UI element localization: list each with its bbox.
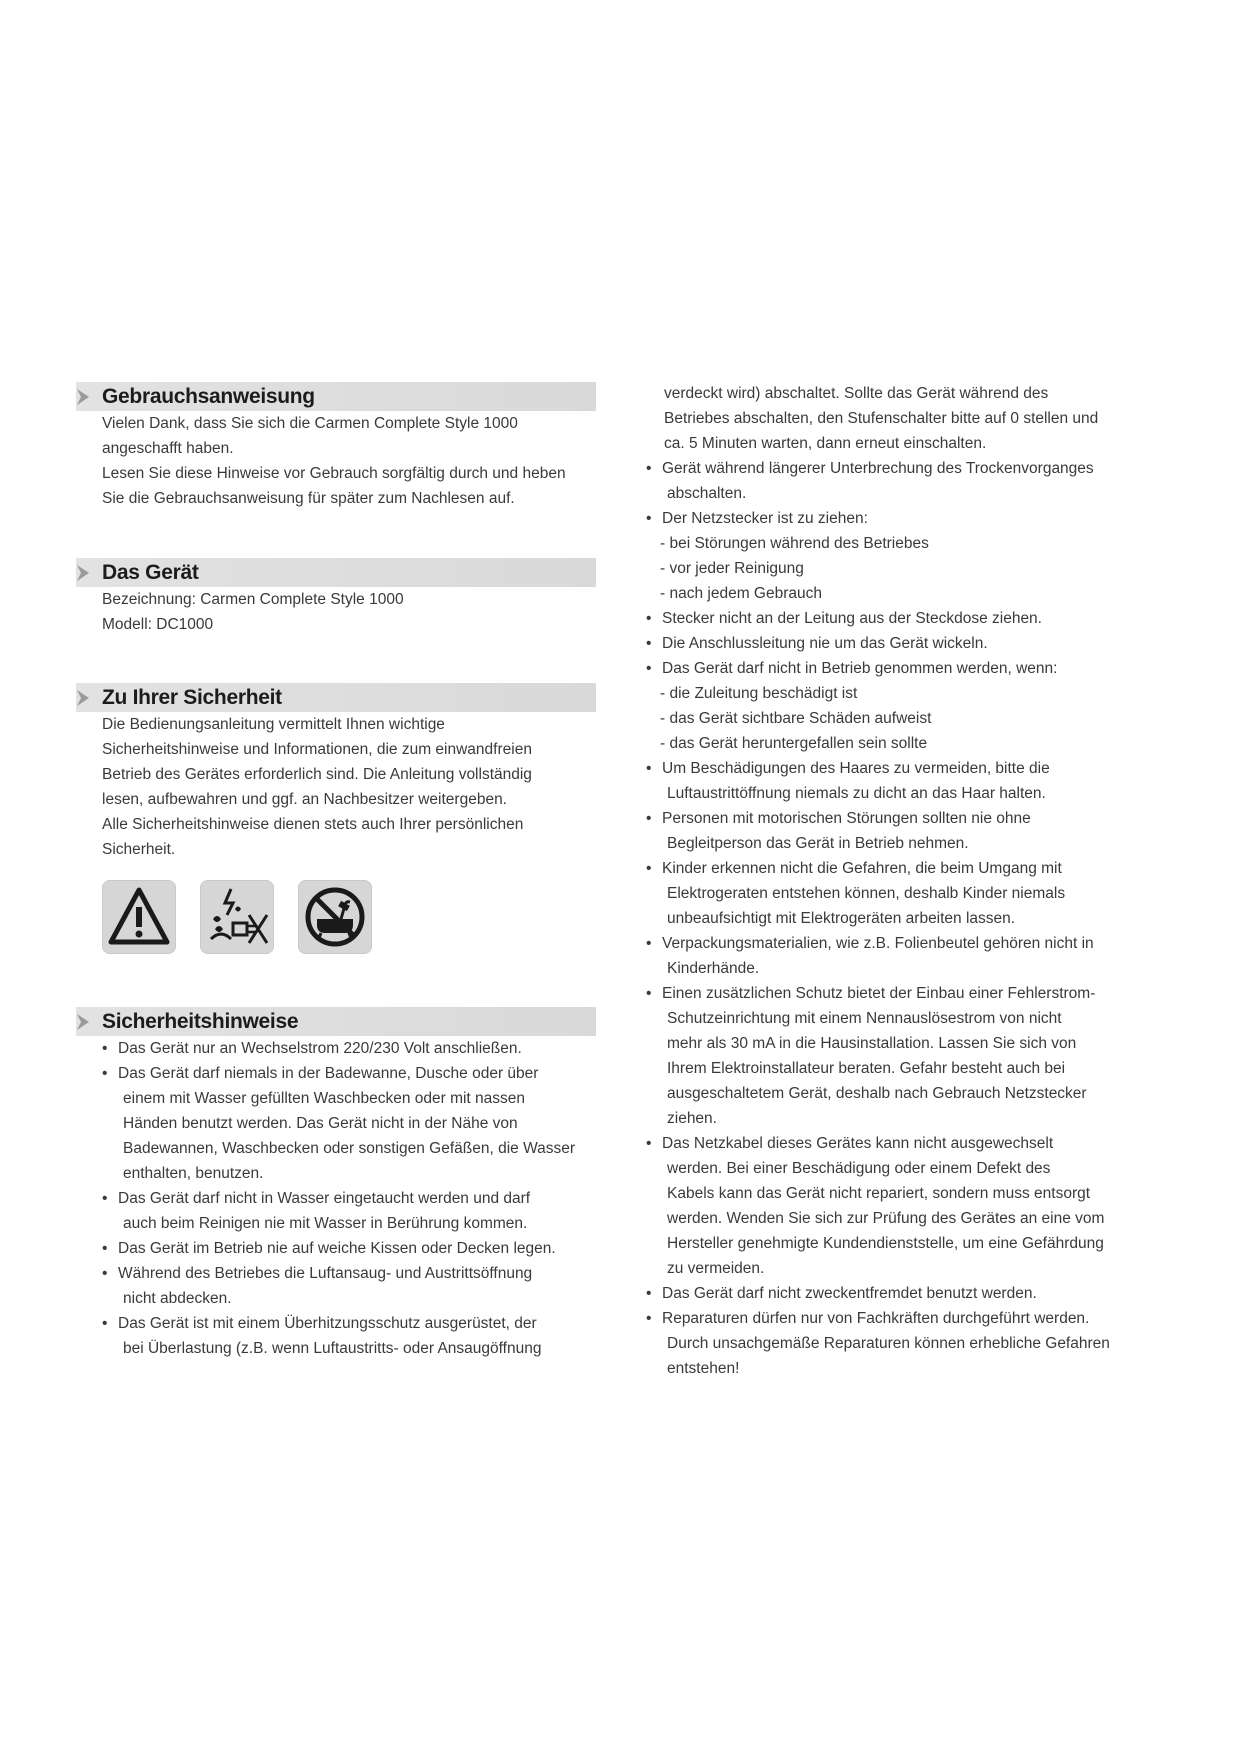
list-item <box>644 806 1110 856</box>
text-line: Betrieb des Gerätes erforderlich sind. Die Anleitung vollständig <box>102 766 532 783</box>
list-item <box>644 1281 1110 1306</box>
list-item-line: werden. Bei einer Beschädigung oder einem Defekt des <box>667 1160 1051 1177</box>
list-item <box>100 1236 575 1261</box>
list-item-line: Kinderhände. <box>667 960 760 977</box>
bullet: • <box>102 1240 108 1257</box>
list-item-line: Der Netzstecker ist zu ziehen: <box>662 510 868 527</box>
list-item-line: auch beim Reinigen nie mit Wasser in Berührung kommen. <box>123 1215 528 1232</box>
list-item-line: unbeaufsichtigt mit Elektrogeräten arbeiten lassen. <box>667 910 1016 927</box>
list-item-line: Begleitperson das Gerät in Betrieb nehmen. <box>667 835 969 852</box>
list-item-line: Durch unsachgemäße Reparaturen können erhebliche Gefahren <box>667 1335 1110 1352</box>
bullet: • <box>646 1135 652 1152</box>
section-title: Gebrauchsanweisung <box>102 385 315 408</box>
list-item-line: Das Gerät darf nicht zweckentfremdet benutzt werden. <box>662 1285 1037 1302</box>
section-header-gebrauchsanweisung <box>76 382 596 411</box>
bullet: • <box>646 660 652 677</box>
text-line: Sicherheitshinweise und Informationen, die zum einwandfreien <box>102 741 532 758</box>
list-item-line: Händen benutzt werden. Das Gerät nicht in der Nähe von <box>123 1115 518 1132</box>
text-line: Lesen Sie diese Hinweise vor Gebrauch sorgfältig durch und heben <box>102 465 566 482</box>
list-item <box>644 506 1110 606</box>
list-item <box>100 1061 575 1186</box>
list-subitem: - das Gerät heruntergefallen sein sollte <box>660 735 928 752</box>
text-line: Sicherheit. <box>102 841 176 858</box>
continuation-text <box>664 381 1098 456</box>
list-item-line: Das Gerät darf niemals in der Badewanne, Dusche oder über <box>118 1065 539 1082</box>
section-title: Sicherheitshinweise <box>102 1010 299 1033</box>
list-item <box>100 1261 575 1311</box>
list-item-line: mehr als 30 mA in die Hausinstallation. Lassen Sie sich von <box>667 1035 1077 1052</box>
text-line: verdeckt wird) abschaltet. Sollte das Gerät während des <box>664 385 1049 402</box>
list-item <box>644 1131 1110 1281</box>
bullet: • <box>646 810 652 827</box>
text-line: angeschafft haben. <box>102 440 234 457</box>
text-line: Betriebes abschalten, den Stufenschalter bitte auf 0 stellen und <box>664 410 1099 427</box>
bullet: • <box>102 1065 108 1082</box>
list-item-line: Luftaustrittöffnung niemals zu dicht an das Haar halten. <box>667 785 1046 802</box>
list-item <box>644 931 1110 981</box>
text-line: Bezeichnung: Carmen Complete Style 1000 <box>102 591 404 608</box>
list-item-line: ziehen. <box>667 1110 717 1127</box>
list-subitem: - das Gerät sichtbare Schäden aufweist <box>660 710 932 727</box>
text-line: Modell: DC1000 <box>102 616 214 633</box>
list-item <box>644 656 1110 756</box>
bullet: • <box>646 1285 652 1302</box>
list-subitem: - nach jedem Gebrauch <box>660 585 822 602</box>
geraet-text <box>102 587 404 637</box>
list-item-line: Kinder erkennen nicht die Gefahren, die beim Umgang mit <box>662 860 1062 877</box>
list-item-line: Das Gerät darf nicht in Wasser eingetaucht werden und darf <box>118 1190 531 1207</box>
list-item-line: Elektrogeraten entstehen können, deshalb Kinder niemals <box>667 885 1066 902</box>
section-header-zu-ihrer-sicherheit <box>76 683 596 712</box>
list-item-line: entstehen! <box>667 1360 740 1377</box>
sicherheit-text <box>102 712 532 862</box>
list-item-line: Personen mit motorischen Störungen sollten nie ohne <box>662 810 1031 827</box>
section-title: Das Gerät <box>102 561 199 584</box>
gebrauch-text <box>102 411 566 511</box>
no-water-plug-icon <box>200 880 274 954</box>
list-item-line: Kabels kann das Gerät nicht repariert, sondern muss entsorgt <box>667 1185 1091 1202</box>
bullet: • <box>102 1190 108 1207</box>
list-item-line: Verpackungsmaterialien, wie z.B. Folienbeutel gehören nicht in <box>662 935 1094 952</box>
list-item <box>100 1311 575 1361</box>
list-item <box>644 606 1110 631</box>
chevron-right-icon <box>76 564 92 582</box>
bullet: • <box>646 635 652 652</box>
text-line: Sie die Gebrauchsanweisung für später zum Nachlesen auf. <box>102 490 515 507</box>
list-item-line: Einen zusätzlichen Schutz bietet der Einbau einer Fehlerstrom- <box>662 985 1096 1002</box>
bullet: • <box>646 1310 652 1327</box>
list-item <box>644 1306 1110 1381</box>
bullet: • <box>646 610 652 627</box>
text-line: Die Bedienungsanleitung vermittelt Ihnen wichtige <box>102 716 445 733</box>
list-item-line: Das Netzkabel dieses Gerätes kann nicht ausgewechselt <box>662 1135 1054 1152</box>
bullet: • <box>646 860 652 877</box>
warning-triangle-icon <box>102 880 176 954</box>
list-item-line: Reparaturen dürfen nur von Fachkräften durchgeführt werden. <box>662 1310 1090 1327</box>
chevron-right-icon <box>76 1013 92 1031</box>
text-line: Vielen Dank, dass Sie sich die Carmen Complete Style 1000 <box>102 415 518 432</box>
bullet: • <box>102 1315 108 1332</box>
list-item <box>644 856 1110 931</box>
list-subitem: - bei Störungen während des Betriebes <box>660 535 929 552</box>
text-line: ca. 5 Minuten warten, dann erneut einschalten. <box>664 435 987 452</box>
text-line: Alle Sicherheitshinweise dienen stets auch Ihrer persönlichen <box>102 816 524 833</box>
list-item-line: Schutzeinrichtung mit einem Nennauslösestrom von nicht <box>667 1010 1062 1027</box>
list-item-line: Stecker nicht an der Leitung aus der Steckdose ziehen. <box>662 610 1042 627</box>
bullet: • <box>646 510 652 527</box>
list-item <box>100 1036 575 1061</box>
list-item-line: Die Anschlussleitung nie um das Gerät wickeln. <box>662 635 988 652</box>
bullet: • <box>102 1040 108 1057</box>
section-header-das-geraet <box>76 558 596 587</box>
bullet: • <box>646 460 652 477</box>
list-item <box>644 631 1110 656</box>
list-item <box>644 756 1110 806</box>
list-item-line: enthalten, benutzen. <box>123 1165 264 1182</box>
list-item-line: Das Gerät darf nicht in Betrieb genommen werden, wenn: <box>662 660 1058 677</box>
list-item-line: Das Gerät ist mit einem Überhitzungsschutz ausgerüstet, der <box>118 1315 537 1332</box>
list-item-line: abschalten. <box>667 485 747 502</box>
list-item-line: Hersteller genehmigte Kundendienststelle, um eine Gefährdung <box>667 1235 1104 1252</box>
bullet: • <box>646 935 652 952</box>
list-item-line: bei Überlastung (z.B. wenn Luftaustritts- oder Ansaugöffnung <box>123 1340 542 1357</box>
list-item-line: Gerät während längerer Unterbrechung des Trockenvorganges <box>662 460 1094 477</box>
list-item-line: werden. Wenden Sie sich zur Prüfung des Gerätes an eine vom <box>667 1210 1105 1227</box>
list-item-line: Das Gerät nur an Wechselstrom 220/230 Volt anschließen. <box>118 1040 522 1057</box>
safety-list-right <box>644 456 1110 1381</box>
bullet: • <box>646 985 652 1002</box>
text-line: lesen, aufbewahren und ggf. an Nachbesitzer weitergeben. <box>102 791 507 808</box>
list-subitem: - die Zuleitung beschädigt ist <box>660 685 858 702</box>
list-item-line: zu vermeiden. <box>667 1260 765 1277</box>
list-item-line: nicht abdecken. <box>123 1290 232 1307</box>
bullet: • <box>646 760 652 777</box>
list-item <box>644 981 1110 1131</box>
list-item-line: Während des Betriebes die Luftansaug- und Austrittsöffnung <box>118 1265 533 1282</box>
safety-list-left <box>100 1036 575 1361</box>
list-subitem: - vor jeder Reinigung <box>660 560 804 577</box>
list-item <box>644 456 1110 506</box>
section-title: Zu Ihrer Sicherheit <box>102 686 282 709</box>
list-item-line: Ihrem Elektroinstallateur beraten. Gefahr besteht auch bei <box>667 1060 1066 1077</box>
section-header-sicherheitshinweise <box>76 1007 596 1036</box>
no-bathtub-icon <box>298 880 372 954</box>
list-item-line: einem mit Wasser gefüllten Waschbecken oder mit nassen <box>123 1090 526 1107</box>
list-item-line: Badewannen, Waschbecken oder sonstigen Gefäßen, die Wasser <box>123 1140 576 1157</box>
list-item-line: Das Gerät im Betrieb nie auf weiche Kissen oder Decken legen. <box>118 1240 556 1257</box>
bullet: • <box>102 1265 108 1282</box>
chevron-right-icon <box>76 689 92 707</box>
list-item-line: Um Beschädigungen des Haares zu vermeiden, bitte die <box>662 760 1050 777</box>
list-item-line: ausgeschaltetem Gerät, deshalb nach Gebrauch Netzstecker <box>667 1085 1087 1102</box>
list-item <box>100 1186 575 1236</box>
chevron-right-icon <box>76 388 92 406</box>
